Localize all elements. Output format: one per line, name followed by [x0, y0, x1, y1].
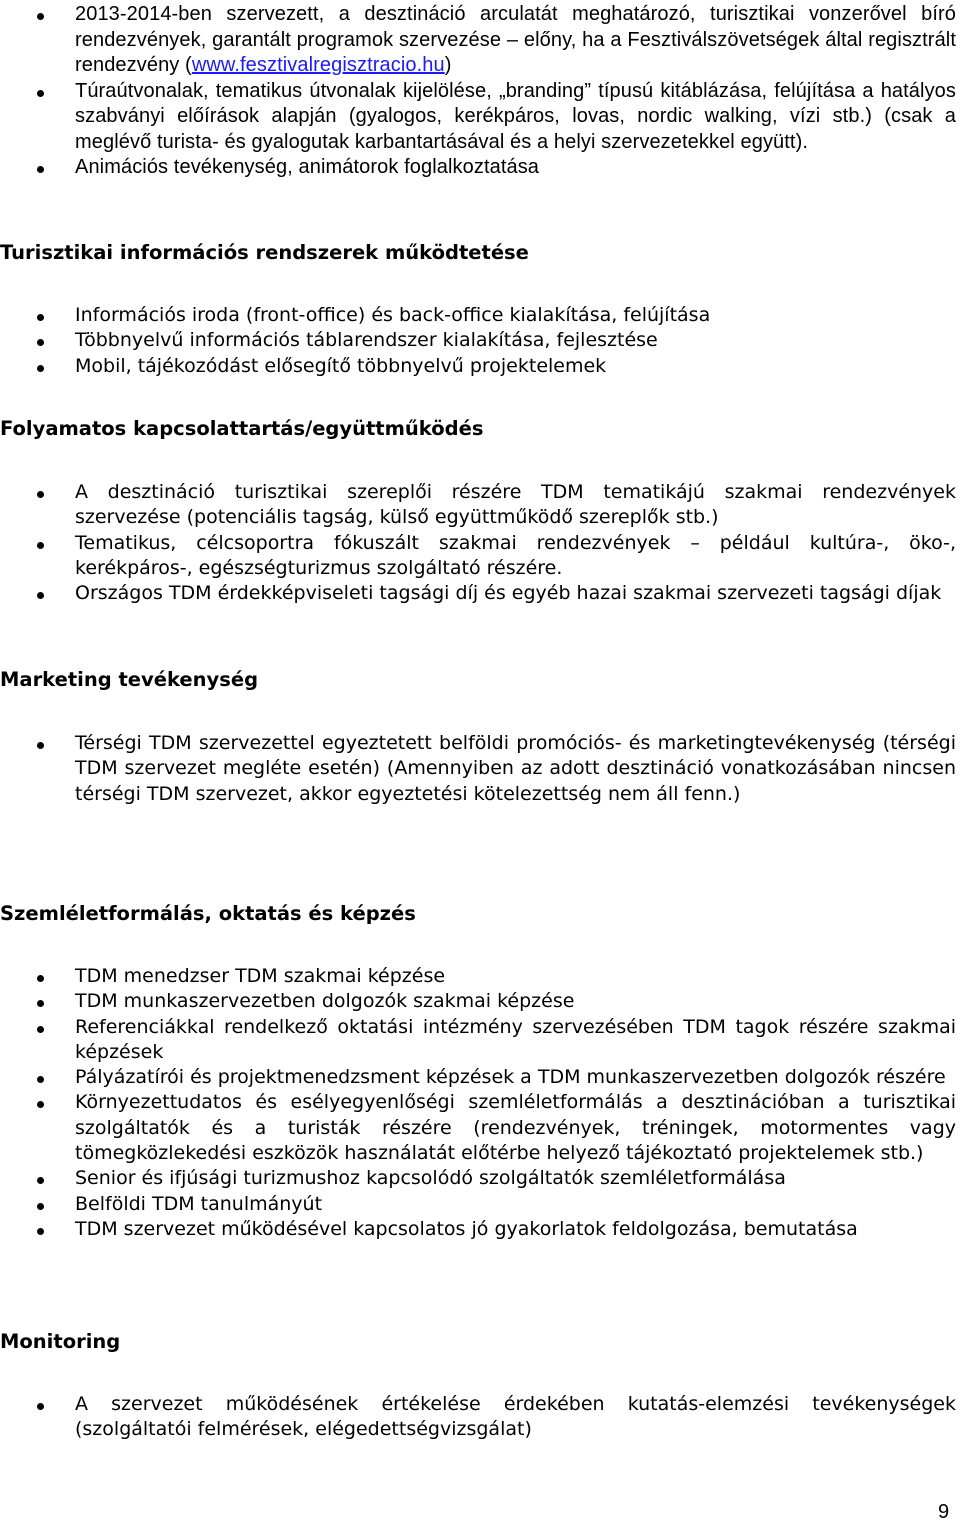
bullet-icon — [37, 1177, 44, 1184]
bullet-icon — [37, 1000, 44, 1007]
section-bullet-list — [0, 1392, 960, 1443]
list-item — [0, 2, 960, 79]
bullet-icon — [37, 1228, 44, 1235]
list-item — [0, 1217, 960, 1242]
bullet-icon — [37, 1026, 44, 1033]
bullet-icon — [37, 13, 44, 20]
section-bullet-list — [0, 964, 960, 1242]
bullet-icon — [37, 90, 44, 97]
bullet-icon — [37, 1076, 44, 1083]
list-item — [0, 1065, 960, 1090]
bullet-icon — [37, 1403, 44, 1410]
list-item-text: Információs iroda (front-office) és back-office kialakítása, felújítása — [75, 304, 711, 326]
list-item-text: Pályázatírói és projektmenedzsment képzések a TDM munkaszervezetben dolgozók részére — [75, 1066, 946, 1089]
list-item — [0, 79, 960, 156]
list-item-text: Animációs tevékenység, animátorok foglalkoztatása — [75, 156, 540, 178]
section-bullet-list — [0, 303, 960, 379]
section-bullet-list — [0, 480, 960, 606]
bullet-icon — [37, 166, 44, 173]
list-item-text: A desztináció turisztikai szereplői részére TDM tematikájú szakmai rendezvények szervezése (potenciális tagság, külső együttműködő szereplők stb.) — [75, 481, 956, 529]
section-heading: Marketing tevékenység — [0, 668, 259, 691]
list-item-text: Országos TDM érdekképviseleti tagsági díj és egyéb hazai szakmai szervezeti tagsági díjak — [75, 582, 942, 605]
section-heading: Monitoring — [0, 1330, 121, 1353]
list-item — [0, 1090, 960, 1166]
list-item-text: 2013-2014-ben szervezett, a desztináció arculatát meghatározó, turisztikai vonzerővel bíró rendezvények, garantált programok szervezése – előny, ha a Fesztiválszövetségek által regisztrált rendezvény ( — [75, 3, 956, 76]
list-item-text: Tematikus, célcsoportra fókuszált szakmai rendezvények – például kultúra-, öko-, kerékpáros-, egészségturizmus szolgáltató részére. — [75, 531, 956, 579]
section-heading: Turisztikai információs rendszerek működtetése — [0, 241, 529, 264]
list-item — [0, 1392, 960, 1443]
bullet-icon — [37, 542, 44, 549]
section-heading: Szemléletformálás, oktatás és képzés — [0, 902, 416, 925]
list-item-text: Környezettudatos és esélyegyenlőségi szemléletformálás a desztinációban a turisztikai szolgáltatók és a turisták részére (rendezvények, tréningek, motormentes vagy tömegközlekedési eszközök használatát előtérbe helyező tájékoztató projektelemek stb.) — [75, 1091, 956, 1165]
list-item — [0, 964, 960, 989]
list-item-text: TDM munkaszervezetben dolgozók szakmai képzése — [75, 990, 575, 1013]
list-item-text: TDM menedzser TDM szakmai képzése — [75, 965, 446, 987]
list-item-text: Senior és ifjúsági turizmushoz kapcsolódó szolgáltatók szemléletformálása — [75, 1167, 786, 1190]
list-item — [0, 731, 960, 807]
list-item-text: TDM szervezet működésével kapcsolatos jó gyakorlatok feldolgozása, bemutatása — [75, 1217, 858, 1240]
bullet-icon — [37, 1203, 44, 1210]
list-item-text: A szervezet működésének értékelése érdekében kutatás-elemzési tevékenységek (szolgáltatói felmérések, elégedettségvizsgálat) — [75, 1393, 956, 1441]
list-item — [0, 1015, 960, 1066]
list-item-text: Belföldi TDM tanulmányút — [75, 1192, 323, 1215]
list-item-text: Mobil, tájékozódást elősegítő többnyelvű projektelemek — [75, 354, 607, 377]
list-item — [0, 1166, 960, 1191]
intro-bullet-list — [0, 2, 960, 181]
bullet-icon — [37, 491, 44, 498]
list-item — [0, 303, 960, 328]
section-bullet-list — [0, 731, 960, 807]
section-heading: Folyamatos kapcsolattartás/együttműködés — [0, 417, 484, 440]
list-item — [0, 354, 960, 379]
list-item-text: Többnyelvű információs táblarendszer kialakítása, fejlesztése — [75, 329, 658, 352]
list-item-text: Túraútvonalak, tematikus útvonalak kijelölése, „branding” típusú kitáblázása, felújítása a hatályos szabványi előírások alapján (gyalogos, kerékpáros, lovas, nordic walking, vízi stb.) (csak a meglévő turista- és gyalogutak karbantartásával és a helyi szervezetekkel együtt). — [75, 79, 956, 153]
page-number: 9 — [938, 1501, 950, 1523]
bullet-icon — [37, 975, 44, 982]
list-item — [0, 581, 960, 606]
bullet-icon — [37, 339, 44, 346]
bullet-icon — [37, 592, 44, 599]
festival-registry-link[interactable]: www.fesztivalregisztracio.hu — [191, 54, 445, 76]
bullet-icon — [37, 365, 44, 372]
list-item — [0, 531, 960, 582]
list-item — [0, 480, 960, 531]
list-item-text: Referenciákkal rendelkező oktatási intézmény szervezésében TDM tagok részére szakmai képzések — [75, 1015, 956, 1063]
bullet-icon — [37, 314, 44, 321]
list-item-text-suffix: ) — [444, 54, 452, 76]
bullet-icon — [37, 1101, 44, 1108]
list-item — [0, 155, 960, 181]
bullet-icon — [37, 742, 44, 749]
list-item — [0, 328, 960, 353]
list-item — [0, 1192, 960, 1217]
list-item-text: Térségi TDM szervezettel egyeztetett belföldi promóciós- és marketingtevékenység (térségi TDM szervezet megléte esetén) (Amennyiben az adott desztináció vonatkozásában nincsen térségi TDM szervezet, akkor egyeztetési kötelezettség nem áll fenn.) — [75, 732, 956, 805]
list-item — [0, 989, 960, 1014]
